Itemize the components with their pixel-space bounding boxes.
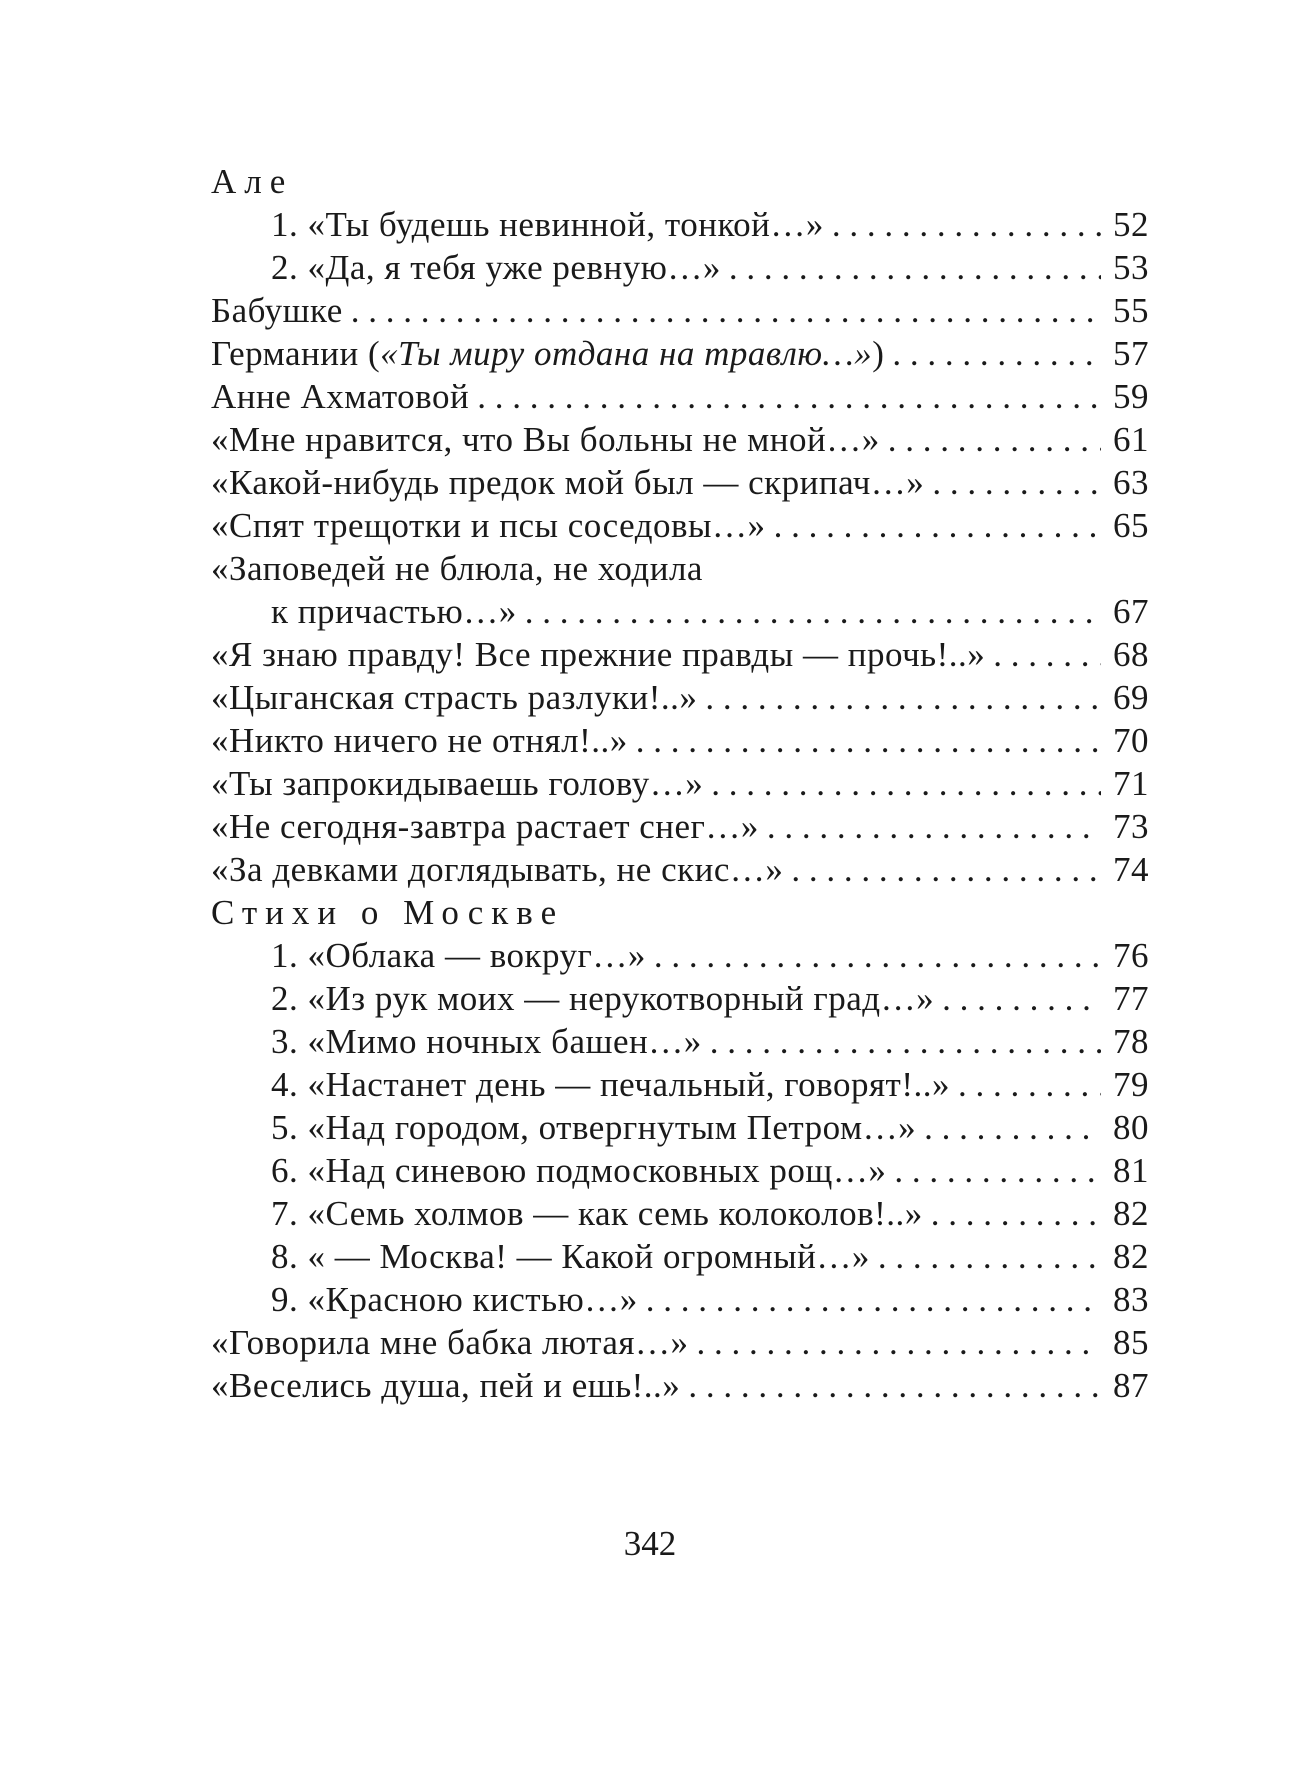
dot-leader (894, 1149, 1101, 1192)
dot-leader (729, 246, 1101, 289)
dot-leader (351, 289, 1101, 332)
toc-entry (211, 848, 1149, 891)
toc-title: «Какой-нибудь предок мой был — скрипач…» (211, 463, 925, 502)
toc-title: «Спят трещотки и псы соседовы…» (211, 506, 766, 545)
toc-entry (211, 1192, 1149, 1235)
toc-title: 5. «Над городом, отвергнутым Петром…» (271, 1108, 917, 1147)
toc-entry (211, 762, 1149, 805)
toc-page: 73 (1113, 807, 1149, 846)
toc-title: 1. «Облака — вокруг…» (271, 936, 646, 975)
toc-title: «Я знаю правду! Все прежние правды — прочь!..» (211, 635, 986, 674)
toc-title: «Говорила мне бабка лютая…» (211, 1323, 689, 1362)
toc-page: 76 (1113, 936, 1149, 975)
dot-leader (636, 719, 1101, 762)
toc-title: «Заповедей не блюла, не ходила (211, 549, 703, 588)
toc-title: Але (211, 162, 294, 201)
toc-entry (211, 418, 1149, 461)
toc-page: 53 (1113, 248, 1149, 287)
toc-title: 2. «Из рук моих — нерукотворный град…» (271, 979, 935, 1018)
page-number: 342 (623, 1524, 677, 1563)
toc-title: «Цыганская страсть разлуки!..» (211, 678, 698, 717)
toc-title: Анне Ахматовой (211, 377, 470, 416)
dot-leader (711, 762, 1101, 805)
toc-entry (211, 1278, 1149, 1321)
toc-entry (211, 1106, 1149, 1149)
dot-leader (705, 676, 1101, 719)
dot-leader (774, 504, 1101, 547)
toc-section-heading (211, 160, 1149, 203)
toc-page: 79 (1113, 1065, 1149, 1104)
toc-page: 82 (1113, 1237, 1149, 1276)
toc-entry (211, 676, 1149, 719)
toc-entry (211, 719, 1149, 762)
toc-title-pre: Германии ( (211, 334, 381, 373)
toc-page: 85 (1113, 1323, 1149, 1362)
dot-leader (924, 1106, 1101, 1149)
dot-leader (958, 1063, 1101, 1106)
toc-page: 57 (1113, 334, 1149, 373)
toc-page: 83 (1113, 1280, 1149, 1319)
toc-section-heading (211, 891, 1149, 934)
toc-title: 1. «Ты будешь невинной, тонкой…» (271, 205, 824, 244)
toc-page: 81 (1113, 1151, 1149, 1190)
toc-page: 63 (1113, 463, 1149, 502)
dot-leader (932, 461, 1101, 504)
toc-entry (211, 1235, 1149, 1278)
toc-page: 59 (1113, 377, 1149, 416)
dot-leader (832, 203, 1101, 246)
toc-entry (211, 332, 1149, 375)
toc-entry (211, 1149, 1149, 1192)
toc-entry (211, 461, 1149, 504)
toc-title-italic: «Ты миру отдана на травлю…» (380, 334, 873, 373)
toc-title: «Мне нравится, что Вы больны не мной…» (211, 420, 880, 459)
toc-entry (211, 203, 1149, 246)
dot-leader (888, 418, 1101, 461)
toc-page: 74 (1113, 850, 1149, 889)
toc-entry (211, 1364, 1149, 1407)
toc-title: «Ты запрокидываешь голову…» (211, 764, 704, 803)
dot-leader (477, 375, 1101, 418)
toc-title: 3. «Мимо ночных башен…» (271, 1022, 702, 1061)
dot-leader (525, 590, 1101, 633)
toc-page: 71 (1113, 764, 1149, 803)
toc-entry (211, 1063, 1149, 1106)
toc-entry (211, 1020, 1149, 1063)
dot-leader (697, 1321, 1101, 1364)
toc-title: к причастью…» (271, 592, 517, 631)
toc-title: «Никто ничего не отнял!..» (211, 721, 628, 760)
toc-title: «Веселись душа, пей и ешь!..» (211, 1366, 681, 1405)
toc-entry-first-line (211, 547, 1149, 590)
toc-entry (211, 246, 1149, 289)
toc-page: 67 (1113, 592, 1149, 631)
toc-title: 7. «Семь холмов — как семь колоколов!..» (271, 1194, 923, 1233)
toc-page: 78 (1113, 1022, 1149, 1061)
toc-page: 61 (1113, 420, 1149, 459)
toc-title: 6. «Над синевою подмосковных рощ…» (271, 1151, 887, 1190)
dot-leader (993, 633, 1101, 676)
toc-page: 82 (1113, 1194, 1149, 1233)
toc-page: 68 (1113, 635, 1149, 674)
dot-leader (688, 1364, 1101, 1407)
dot-leader (942, 977, 1101, 1020)
toc-entry (211, 805, 1149, 848)
toc-entry (211, 934, 1149, 977)
toc-title: «Не сегодня-завтра растает снег…» (211, 807, 759, 846)
dot-leader (767, 805, 1101, 848)
dot-leader (646, 1278, 1101, 1321)
toc-title: 4. «Настанет день — печальный, говорят!..» (271, 1065, 951, 1104)
toc-entry (211, 633, 1149, 676)
toc-title-post: ) (872, 334, 885, 373)
toc-title (211, 332, 892, 375)
table-of-contents (211, 160, 1149, 1407)
toc-entry (211, 289, 1149, 332)
toc-page: 77 (1113, 979, 1149, 1018)
toc-entry-continuation (211, 590, 1149, 633)
toc-title: Бабушке (211, 291, 343, 330)
dot-leader (710, 1020, 1101, 1063)
dot-leader (791, 848, 1101, 891)
toc-title: 2. «Да, я тебя уже ревную…» (271, 248, 721, 287)
toc-entry (211, 977, 1149, 1020)
toc-title: 8. « — Москва! — Какой огромный…» (271, 1237, 870, 1276)
dot-leader (654, 934, 1101, 977)
toc-page: 52 (1113, 205, 1149, 244)
toc-page: 65 (1113, 506, 1149, 545)
toc-title: Стихи о Москве (211, 893, 565, 932)
toc-page: 55 (1113, 291, 1149, 330)
toc-entry (211, 375, 1149, 418)
toc-page: 80 (1113, 1108, 1149, 1147)
toc-entry (211, 1321, 1149, 1364)
dot-leader (878, 1235, 1101, 1278)
dot-leader (892, 332, 1101, 375)
toc-title: 9. «Красною кистью…» (271, 1280, 638, 1319)
toc-entry (211, 504, 1149, 547)
toc-page: 70 (1113, 721, 1149, 760)
toc-page: 87 (1113, 1366, 1149, 1405)
dot-leader (931, 1192, 1101, 1235)
toc-title: «За девками доглядывать, не скис…» (211, 850, 784, 889)
toc-page: 69 (1113, 678, 1149, 717)
